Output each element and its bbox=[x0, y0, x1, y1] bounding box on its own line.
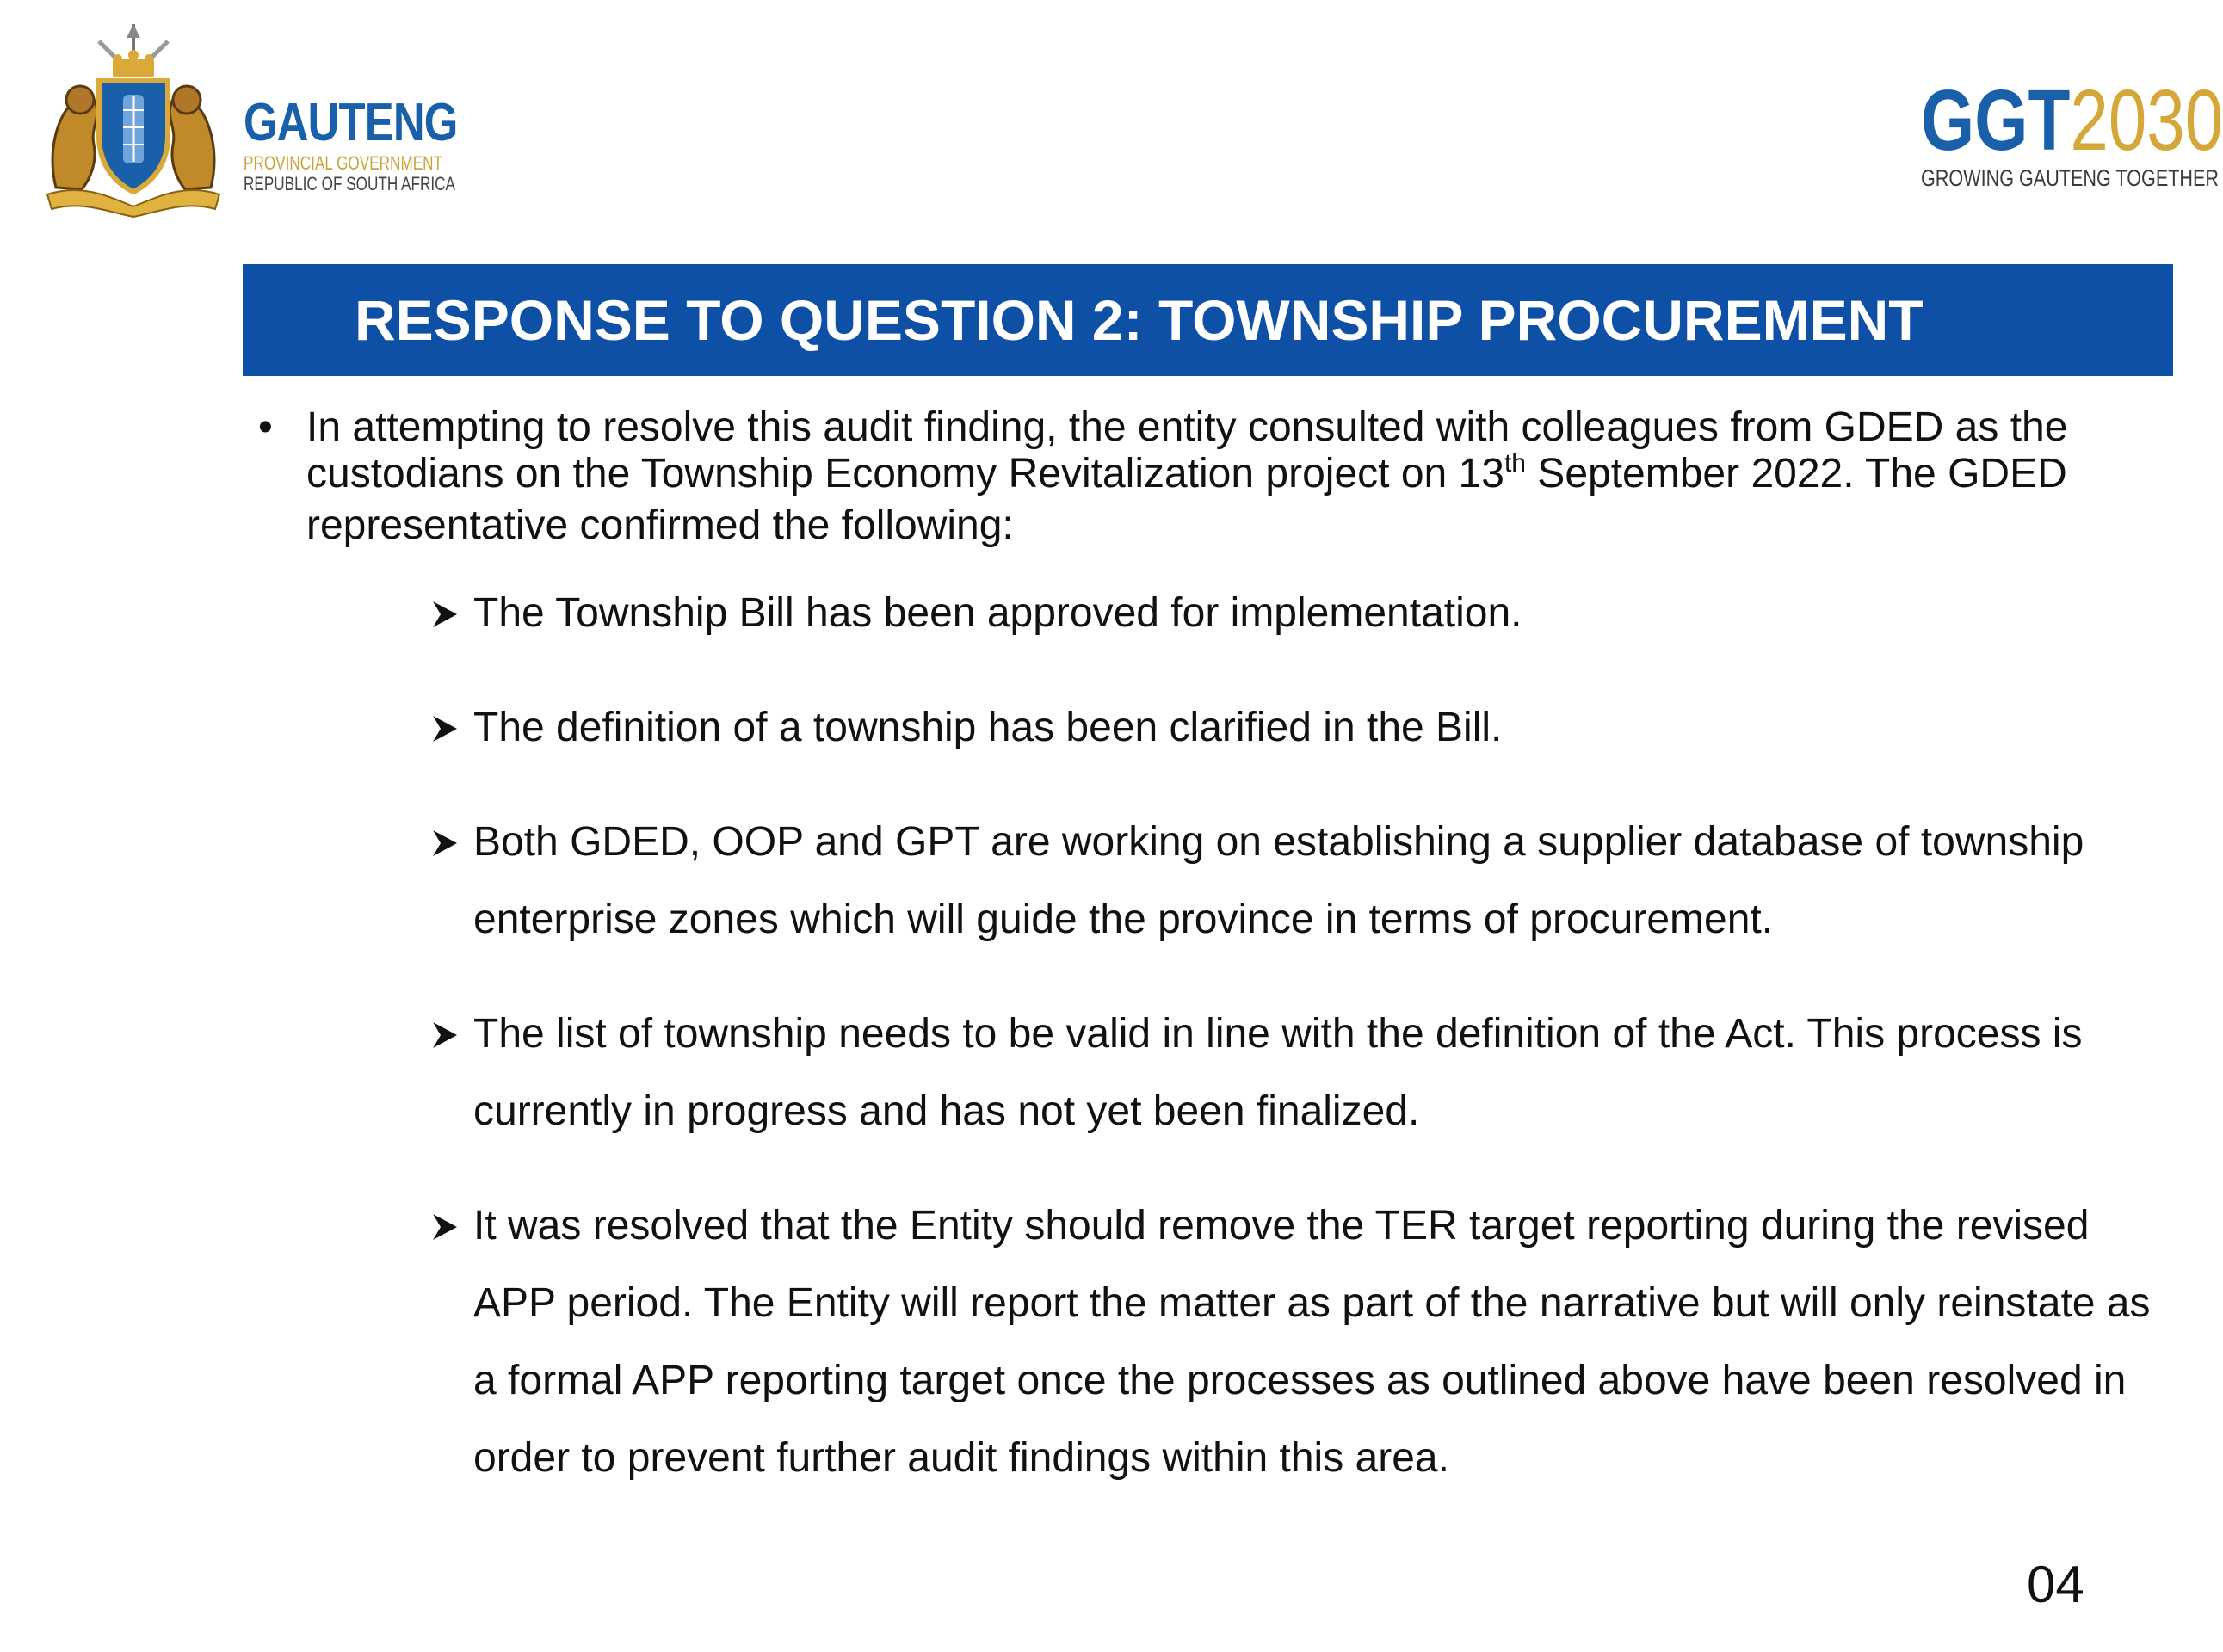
point-text: The definition of a township has been clarified in the Bill. bbox=[473, 705, 1503, 750]
list-item bbox=[430, 689, 2169, 767]
gauteng-wordmark: GAUTENG bbox=[244, 93, 458, 152]
intro-superscript: th bbox=[1504, 449, 1526, 478]
coat-of-arms-icon bbox=[39, 24, 228, 218]
arrow-bullet-icon bbox=[430, 1020, 460, 1050]
republic-line: REPUBLIC OF SOUTH AFRICA bbox=[244, 173, 456, 194]
title-bar bbox=[243, 264, 2173, 376]
ggt2030-logo bbox=[1859, 72, 2223, 198]
points-list bbox=[430, 575, 2169, 1534]
list-item bbox=[430, 575, 2169, 652]
point-text: The Township Bill has been approved for implementation. bbox=[473, 590, 1522, 636]
bullet-icon: • bbox=[258, 404, 273, 450]
slide-title: RESPONSE TO QUESTION 2: TOWNSHIP PROCUREMENT bbox=[355, 288, 1924, 352]
page-number: 04 bbox=[2027, 1556, 2084, 1613]
arrow-bullet-icon bbox=[430, 829, 460, 858]
provincial-government-line: PROVINCIAL GOVERNMENT bbox=[244, 152, 443, 174]
arrow-bullet-icon bbox=[430, 1212, 460, 1242]
point-text: It was resolved that the Entity should remove the TER target reporting during the revised APP period. The Entity will report the matter as part of the narrative but will only reinstate as a formal APP reporting target once the processes as outlined above have been resolved in order to prevent further audit findings within this area. bbox=[473, 1203, 2151, 1481]
ggt-tagline: GROWING GAUTENG TOGETHER bbox=[1921, 165, 2220, 191]
point-text: The list of township needs to be valid in line with the definition of the Act. This process is currently in progress and has not yet been finalized. bbox=[473, 1011, 2083, 1134]
year-wordmark: 2030 bbox=[2070, 72, 2223, 169]
ggt-wordmark: GGT bbox=[1921, 72, 2071, 169]
list-item bbox=[430, 996, 2169, 1150]
arrow-bullet-icon bbox=[430, 600, 460, 629]
list-item bbox=[430, 1187, 2169, 1497]
intro-text bbox=[306, 404, 2148, 549]
list-item bbox=[430, 804, 2169, 959]
intro-paragraph bbox=[258, 404, 2152, 549]
gauteng-logo bbox=[39, 24, 458, 218]
point-text: Both GDED, OOP and GPT are working on establishing a supplier database of township enterprise zones which will guide the province in terms of procurement. bbox=[473, 819, 2084, 942]
arrow-bullet-icon bbox=[430, 714, 460, 743]
intro-text-after: September 2022. The GDED representative confirmed the following: bbox=[306, 451, 2067, 548]
intro-text-before: In attempting to resolve this audit finding, the entity consulted with colleagues from GDED as the custodians on the Township Economy Revitalization project on 13 bbox=[306, 404, 2068, 496]
